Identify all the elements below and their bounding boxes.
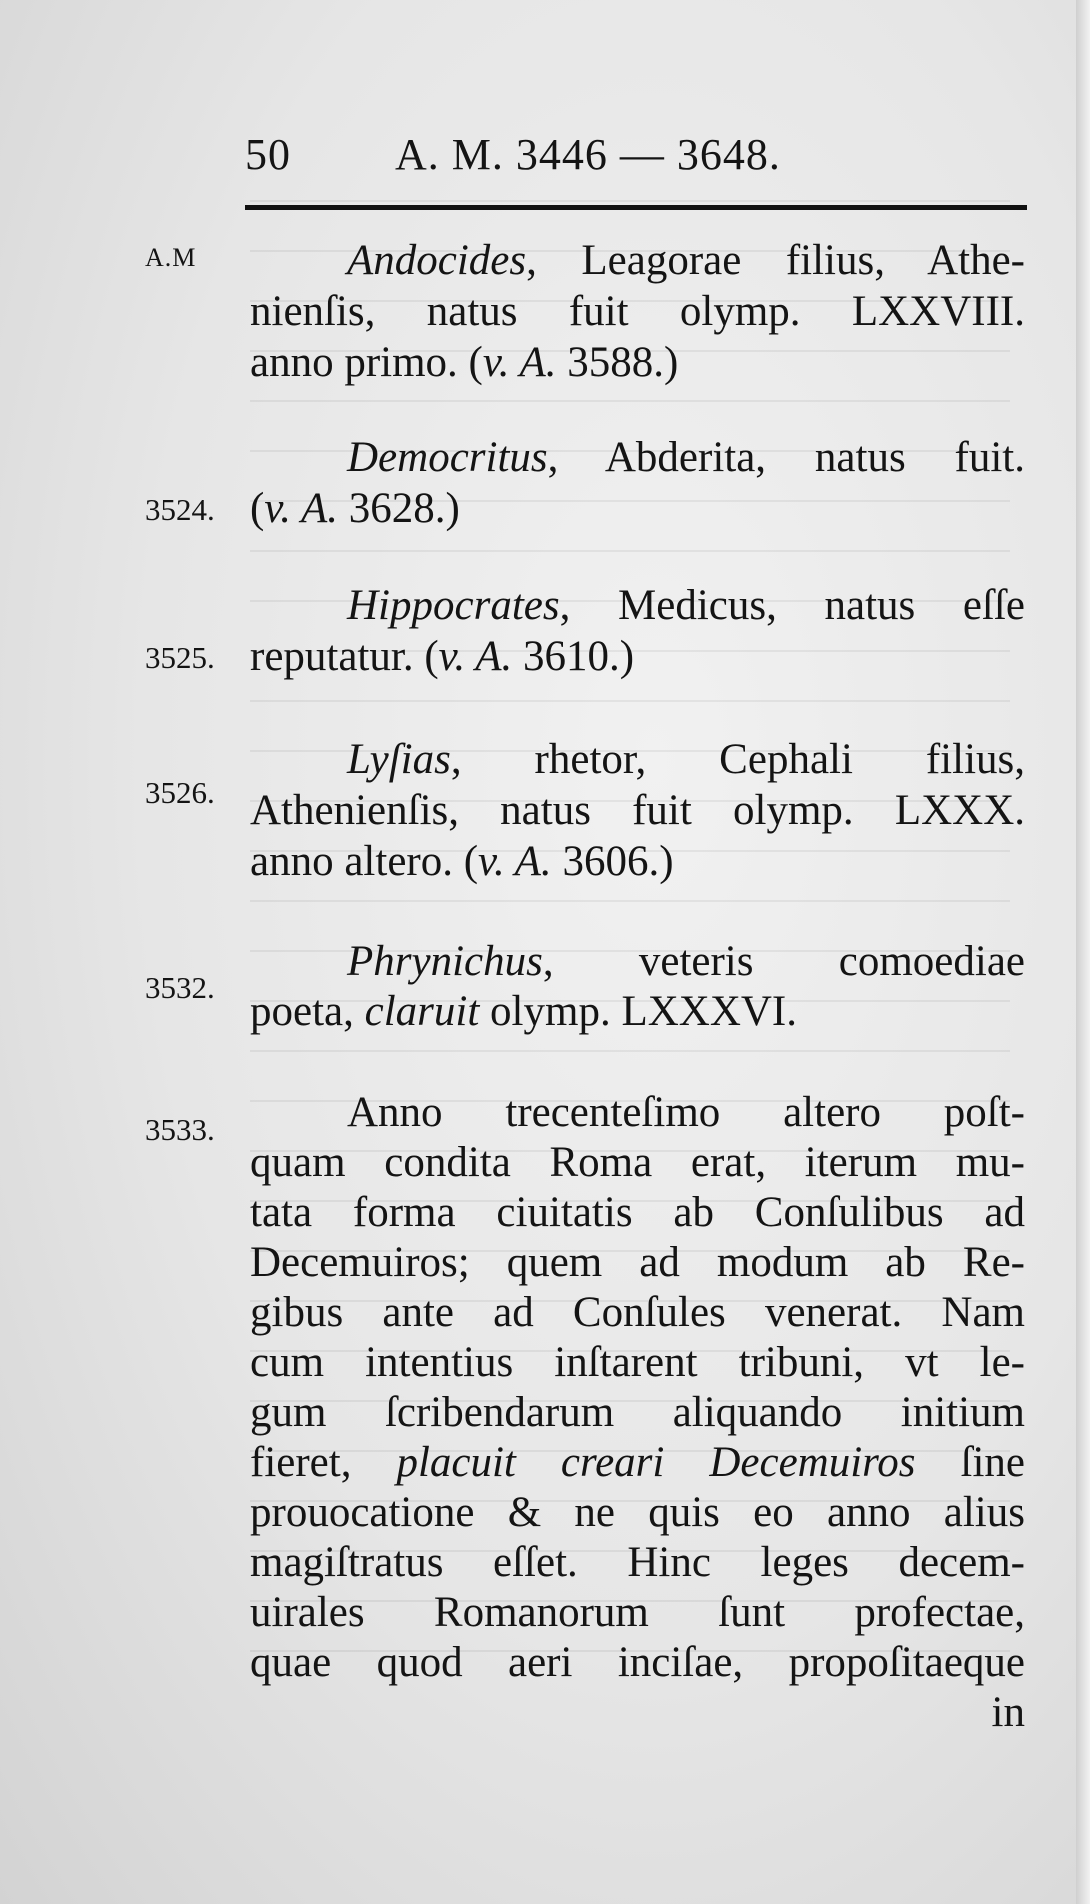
margin-year-3532: 3532. bbox=[145, 970, 215, 1005]
entry-name: Hippocrates bbox=[347, 582, 560, 629]
paragraph-anno-line7: gum ſcribendarum aliquando initium bbox=[250, 1389, 1025, 1436]
entry-phrynichus-line2: poeta, claruit olymp. LXXXVI. bbox=[250, 988, 797, 1035]
margin-year-3524: 3524. bbox=[145, 492, 215, 527]
entry-name: Lyſias bbox=[347, 736, 451, 783]
paragraph-anno-line11: uirales Romanorum ſunt profectae, bbox=[250, 1589, 1025, 1636]
entry-democritus-line2: (v. A. 3628.) bbox=[250, 485, 460, 532]
entry-hippocrates-line1: Hippocrates, Medicus, natus eſſe bbox=[347, 582, 1025, 629]
entry-lysias-line3: anno altero. (v. A. 3606.) bbox=[250, 838, 674, 885]
catchword: in bbox=[991, 1689, 1025, 1736]
entry-name: Phrynichus bbox=[347, 938, 543, 985]
running-title: A. M. 3446 — 3648. bbox=[395, 130, 781, 179]
entry-name: Andocides bbox=[347, 237, 527, 284]
paragraph-anno-line12: quae quod aeri inciſae, propoſitaeque bbox=[250, 1639, 1025, 1686]
entry-lysias-line1: Lyſias, rhetor, Cephali filius, bbox=[347, 736, 1025, 783]
paragraph-anno-line6: cum intentius inſtarent tribuni, vt le- bbox=[250, 1339, 1025, 1386]
margin-year-3526: 3526. bbox=[145, 775, 215, 810]
margin-year-3525: 3525. bbox=[145, 640, 215, 675]
page-header bbox=[245, 125, 1025, 185]
entry-andocides-line1: Andocides, Leagorae filius, Athe- bbox=[347, 237, 1025, 284]
page-edge bbox=[1076, 0, 1090, 1904]
entry-andocides-line2: nienſis, natus fuit olymp. LXXVIII. bbox=[250, 288, 1025, 335]
header-rule bbox=[245, 205, 1027, 210]
paragraph-anno-line4: Decemuiros; quem ad modum ab Re- bbox=[250, 1239, 1025, 1286]
entry-lysias-line2: Athenienſis, natus fuit olymp. LXXX. bbox=[250, 787, 1025, 834]
margin-am-label: A.M bbox=[145, 243, 197, 272]
paragraph-anno-line3: tata forma ciuitatis ab Conſulibus ad bbox=[250, 1189, 1025, 1236]
entry-andocides-line3: anno primo. (v. A. 3588.) bbox=[250, 339, 679, 386]
entry-hippocrates-line2: reputatur. (v. A. 3610.) bbox=[250, 633, 635, 680]
entry-phrynichus-line1: Phrynichus, veteris comoediae bbox=[347, 938, 1025, 985]
entry-democritus-line1: Democritus, Abderita, natus fuit. bbox=[347, 434, 1025, 481]
margin-year-3533: 3533. bbox=[145, 1112, 215, 1147]
page-number: 50 bbox=[245, 130, 291, 179]
entry-name: Democritus bbox=[347, 434, 548, 481]
paragraph-anno-line5: gibus ante ad Conſules venerat. Nam bbox=[250, 1289, 1025, 1336]
paragraph-anno-line10: magiſtratus eſſet. Hinc leges decem- bbox=[250, 1539, 1025, 1586]
paragraph-anno-line2: quam condita Roma erat, iterum mu- bbox=[250, 1139, 1025, 1186]
paragraph-anno-line9: prouocatione & ne quis eo anno alius bbox=[250, 1489, 1025, 1536]
paragraph-anno-line1: Anno trecenteſimo altero poſt- bbox=[347, 1089, 1025, 1136]
paragraph-anno-line8: fieret, placuit creari Decemuiros ſine bbox=[250, 1439, 1025, 1486]
